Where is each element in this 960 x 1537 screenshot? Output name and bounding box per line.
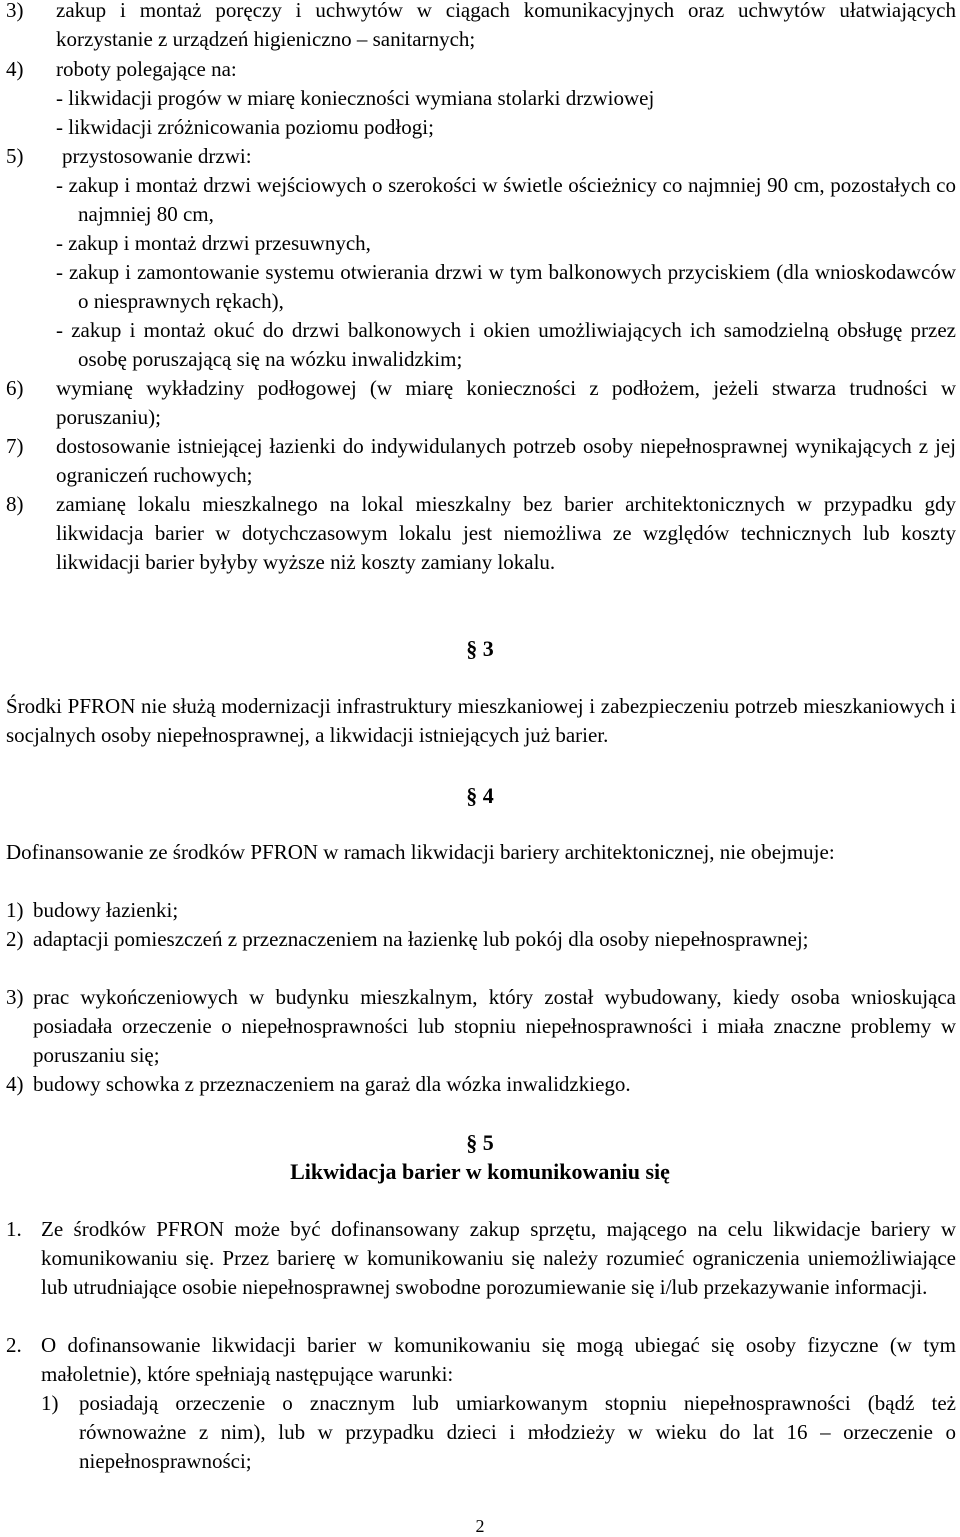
list-item: [6, 1070, 956, 1099]
list-item: [6, 55, 956, 84]
list-item: [6, 432, 956, 490]
list-item-number: 1): [41, 1391, 59, 1415]
sub-list-item: - likwidacji progów w miarę konieczności wymiana stolarki drzwiowej: [56, 86, 655, 110]
page-number: 2: [475, 1516, 485, 1536]
section-heading: § 4: [466, 783, 494, 808]
section-paragraph: Dofinansowanie ze środków PFRON w ramach likwidacji bariery architektonicznej, nie obejmuje:: [6, 840, 835, 864]
sub-list-item: [41, 1389, 956, 1476]
list-item-text: prac wykończeniowych w budynku mieszkalnym, który został wybudowany, kiedy osoba wnioskująca posiadała orzeczenie o niepełnosprawności lub stopniu niepełnosprawności i miała znaczne problemy w poruszaniu się;: [33, 985, 956, 1067]
sub-list-item: - zakup i zamontowanie systemu otwierania drzwi w tym balkonowych przyciskiem (dla wnioskodawców o niesprawnych rękach),: [56, 260, 956, 313]
list-item-number: 8): [6, 492, 24, 516]
list-item-number: 4): [6, 57, 24, 81]
list-item-number: 2): [6, 927, 24, 951]
list-item-number: 3): [6, 0, 24, 22]
list-item: [6, 983, 956, 1070]
section-title: Likwidacja barier w komunikowaniu się: [290, 1159, 670, 1184]
list-item-number: 6): [6, 376, 24, 400]
list-item-number: 7): [6, 434, 24, 458]
list-item-text: przystosowanie drzwi:: [62, 144, 252, 168]
sub-list-item: - zakup i montaż drzwi wejściowych o szerokości w świetle ościeżnicy co najmniej 90 cm, pozostałych co najmniej 80 cm,: [56, 173, 956, 226]
list-item-number: 1): [6, 898, 24, 922]
list-item: [6, 1331, 956, 1389]
list-item-text: roboty polegające na:: [56, 57, 237, 81]
section-heading: § 5: [466, 1130, 494, 1155]
list-item-text: wymianę wykładziny podłogowej (w miarę konieczności z podłożem, jeżeli stwarza trudności w poruszaniu);: [56, 376, 956, 429]
list-item-text: adaptacji pomieszczeń z przeznaczeniem na łazienkę lub pokój dla osoby niepełnosprawnej;: [33, 927, 809, 951]
list-item: [6, 490, 956, 577]
sub-list-item: - zakup i montaż okuć do drzwi balkonowych i okien umożliwiających ich samodzielną obsługę przez osobę poruszającą się na wózku inwalidzkim;: [56, 318, 956, 371]
list-item-number: 5): [6, 144, 24, 168]
list-item-number: 4): [6, 1072, 24, 1096]
list-item-text: zakup i montaż poręczy i uchwytów w ciągach komunikacyjnych oraz uchwytów ułatwiających korzystanie z urządzeń higieniczno – sanitarnych;: [56, 0, 956, 51]
list-item-text: O dofinansowanie likwidacji barier w komunikowaniu się mogą ubiegać się osoby fizyczne (w tym małoletnie), które spełniają następujące warunki:: [41, 1333, 956, 1386]
list-item-number: 2.: [6, 1333, 22, 1357]
list-item: [6, 142, 956, 171]
list-item-number: 3): [6, 985, 24, 1009]
list-item: [6, 896, 956, 925]
list-item: [6, 925, 956, 954]
list-item-text: budowy schowka z przeznaczeniem na garaż dla wózka inwalidzkiego.: [33, 1072, 631, 1096]
section-heading: § 3: [466, 636, 494, 661]
list-item-text: zamianę lokalu mieszkalnego na lokal mieszkalny bez barier architektonicznych w przypadku gdy likwidacja barier w dotychczasowym lokalu jest niemożliwa ze względów technicznych lub koszty likwidacji barier byłyby wyższe niż koszty zamiany lokalu.: [56, 492, 956, 574]
list-item-text: posiadają orzeczenie o znacznym lub umiarkowanym stopniu niepełnosprawności (bądź też równoważne z nim), lub w przypadku dzieci i młodzieży w wieku do lat 16 – orzeczenie o niepełnosprawności;: [79, 1391, 956, 1473]
list-item-text: budowy łazienki;: [33, 898, 179, 922]
list-item: [6, 1215, 956, 1302]
list-item: [6, 374, 956, 432]
list-item-number: 1.: [6, 1217, 22, 1241]
list-item-text: Ze środków PFRON może być dofinansowany zakup sprzętu, mającego na celu likwidacje bariery w komunikowaniu się. Przez barierę w komunikowaniu się należy rozumieć ograniczenia uniemożliwiające lub utrudniające osobie niepełnosprawnej swobodne porozumiewanie się i/lub przekazywanie informacji.: [41, 1217, 956, 1299]
sub-list-item: - zakup i montaż drzwi przesuwnych,: [56, 231, 371, 255]
list-item-text: dostosowanie istniejącej łazienki do indywidulanych potrzeb osoby niepełnosprawnej wynikających z jej ograniczeń ruchowych;: [56, 434, 956, 487]
list-item: [6, 0, 956, 54]
sub-list-item: - likwidacji zróżnicowania poziomu podłogi;: [56, 115, 434, 139]
section-paragraph: Środki PFRON nie służą modernizacji infrastruktury mieszkaniowej i zabezpieczeniu potrzeb mieszkaniowych i socjalnych osoby niepełnosprawnej, a likwidacji istniejących już barier.: [6, 694, 956, 747]
